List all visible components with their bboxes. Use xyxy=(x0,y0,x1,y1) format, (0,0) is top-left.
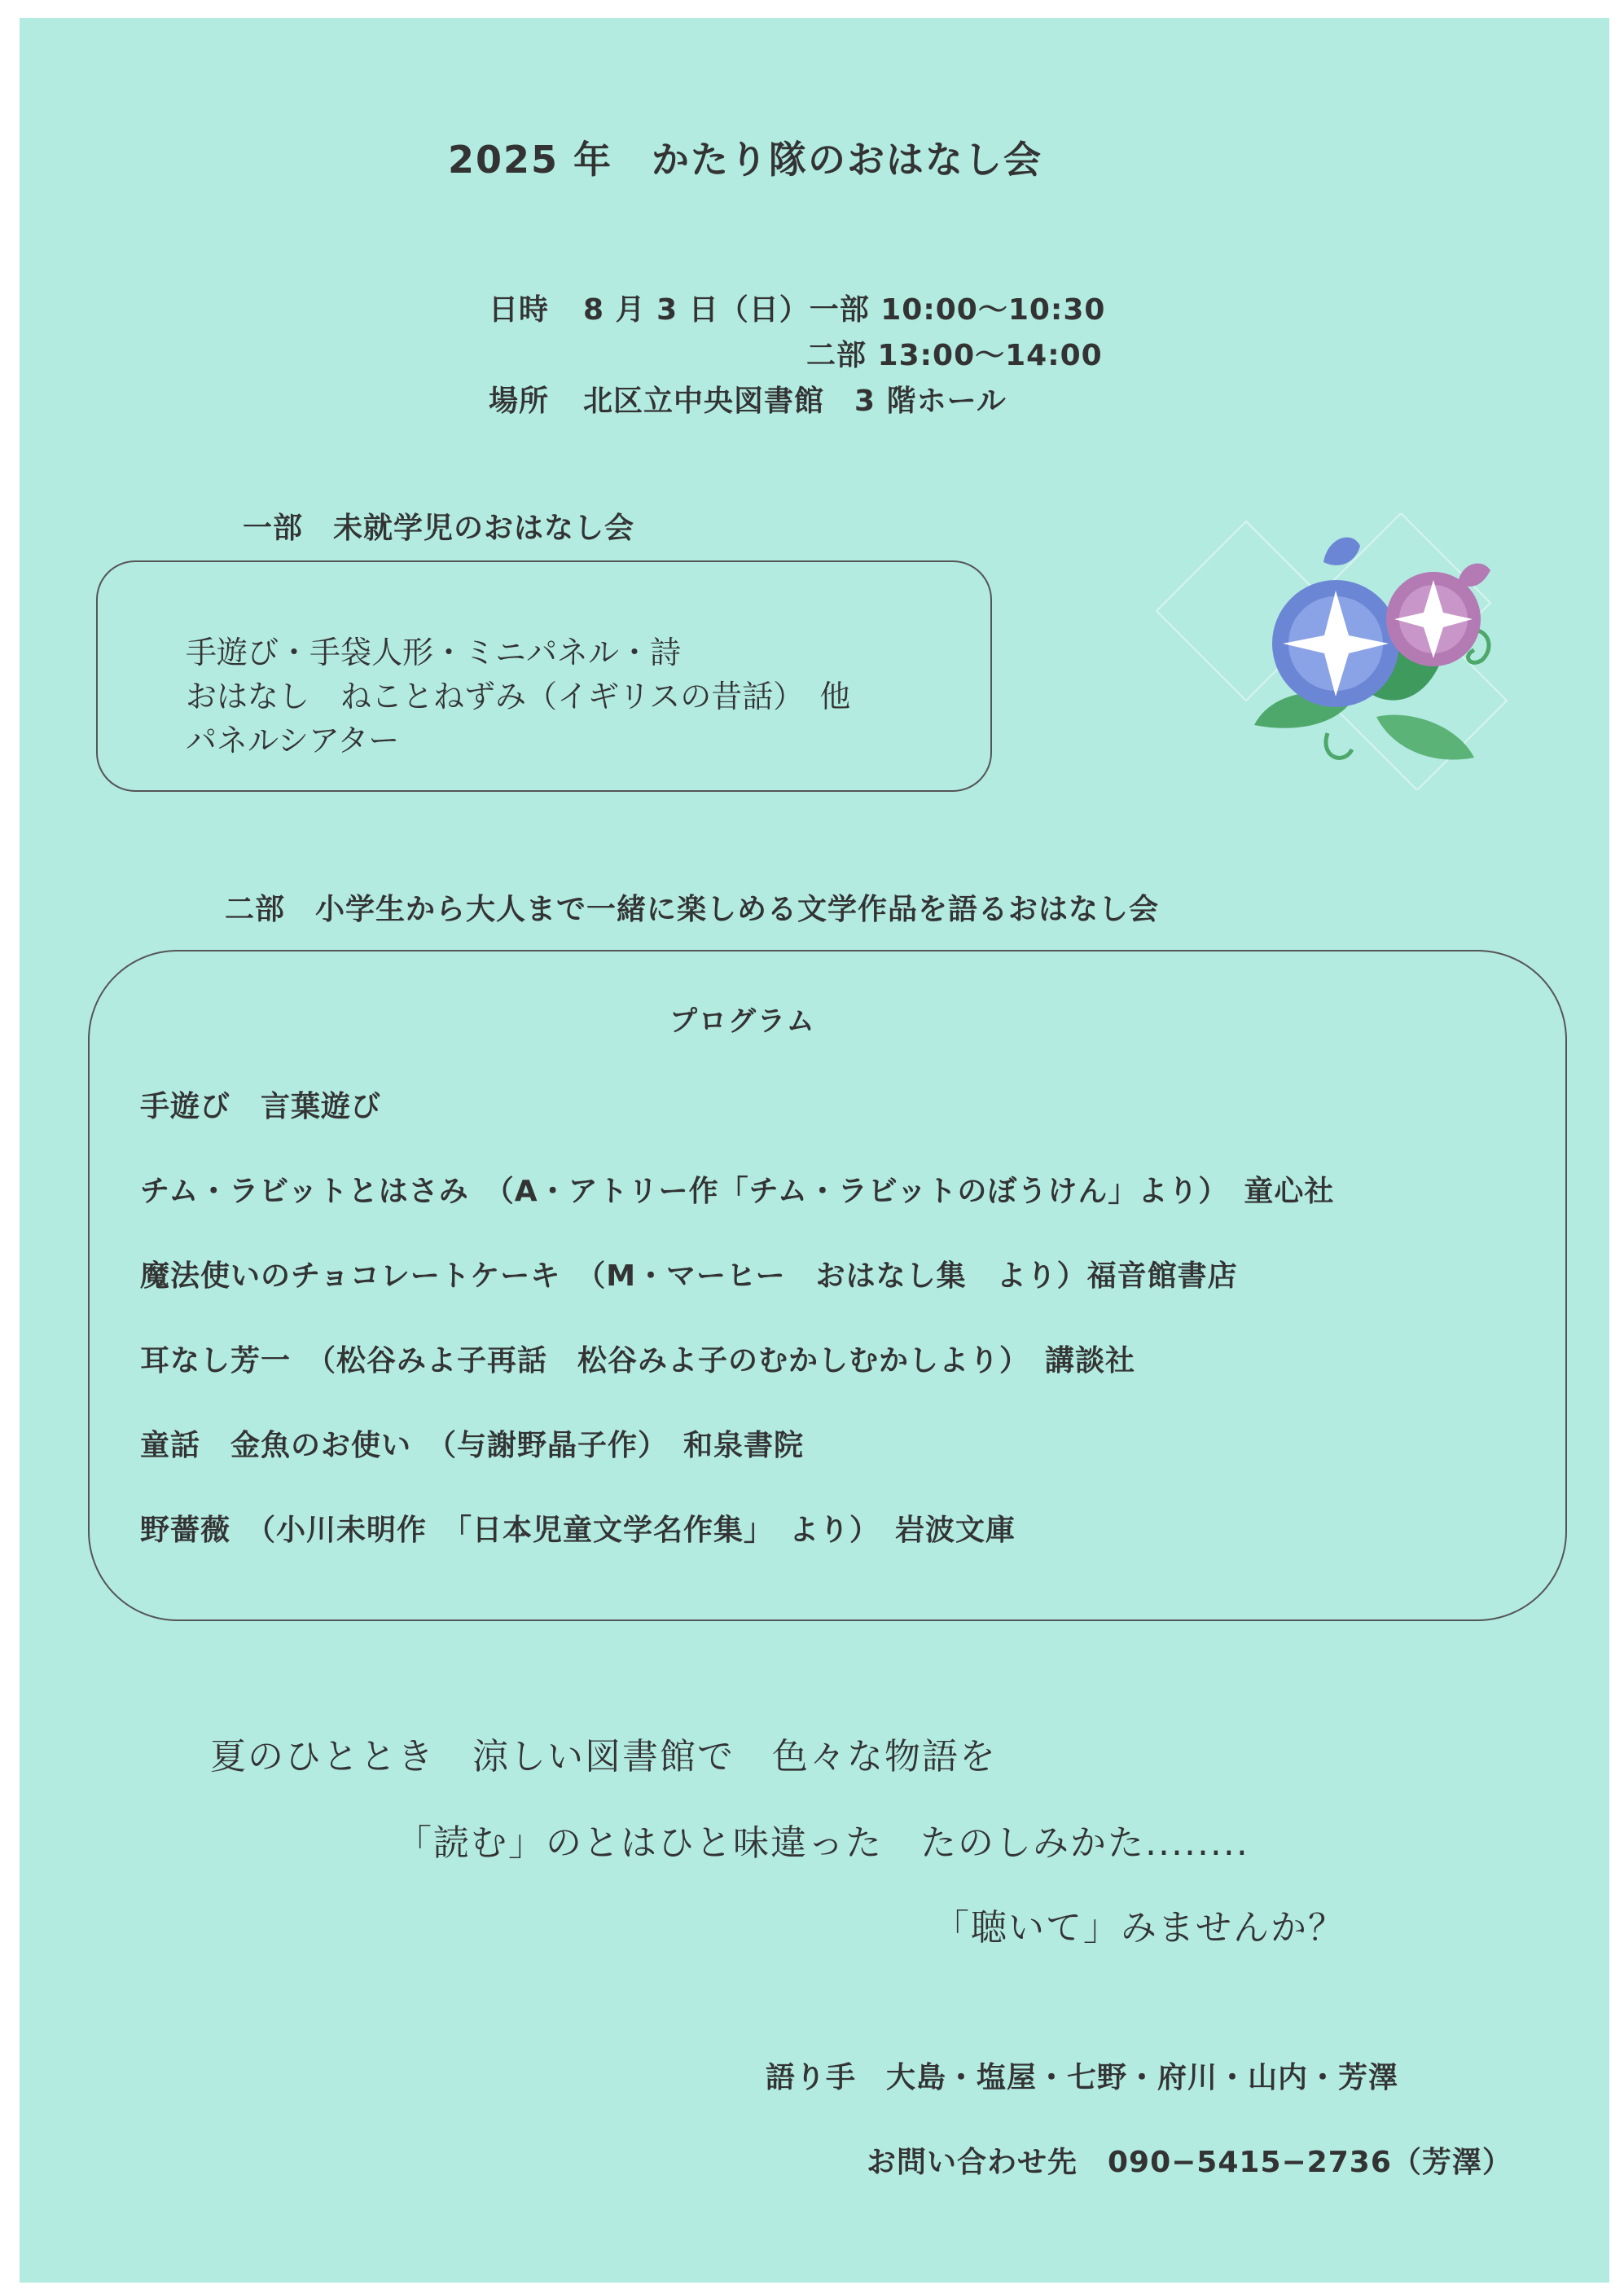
vine-tendril xyxy=(1326,733,1352,758)
place-label: 場所 xyxy=(489,385,550,418)
closing-line: 夏のひととき 涼しい図書館で 色々な物語を xyxy=(210,1736,997,1778)
program-item: 手遊び 言葉遊び xyxy=(140,1090,382,1123)
program-item: チム・ラビットとはさみ （A・アトリー作「チム・ラビットのぼうけん」より） 童心社 xyxy=(140,1175,1335,1208)
part1-line: 手遊び・手袋人形・ミニパネル・詩 xyxy=(186,635,682,670)
closing-line: 「読む」のとはひと味違った たのしみかた........ xyxy=(396,1822,1249,1864)
part1-heading: 一部 未就学児のおはなし会 xyxy=(243,512,635,545)
part1-line: おはなし ねことねずみ（イギリスの昔話） 他 xyxy=(186,679,851,714)
program-item: 童話 金魚のお使い （与謝野晶子作） 和泉書院 xyxy=(140,1429,805,1462)
place-value: 北区立中央図書館 3 階ホール xyxy=(583,385,1007,418)
flower-bud xyxy=(1323,538,1360,565)
page-title: 2025 年 かたり隊のおはなし会 xyxy=(448,138,1043,182)
part2-time: 二部 13:00〜14:00 xyxy=(806,339,1103,372)
program-title: プログラム xyxy=(669,1005,816,1038)
part1-line: パネルシアター xyxy=(186,723,400,758)
closing-line: 「聴いて」みませんか？ xyxy=(933,1907,1345,1949)
contact: お問い合わせ先 090−5415−2736（芳澤） xyxy=(867,2146,1512,2179)
date-value: 8 月 3 日（日）一部 10:00〜10:30 xyxy=(583,293,1106,327)
leaf xyxy=(1376,714,1474,759)
program-item: 耳なし芳一 （松谷みよ子再話 松谷みよ子のむかしむかしより） 講談社 xyxy=(140,1344,1136,1378)
program-item: 野薔薇 （小川未明作 「日本児童文学名作集」 より） 岩波文庫 xyxy=(140,1514,1016,1547)
part2-heading: 二部 小学生から大人まで一緒に楽しめる文学作品を語るおはなし会 xyxy=(225,893,1160,926)
narrators: 語り手 大島・塩屋・七野・府川・山内・芳澤 xyxy=(766,2061,1399,2094)
morning-glory-illustration xyxy=(1132,513,1515,790)
program-item: 魔法使いのチョコレートケーキ （M・マーヒー おはなし集 より）福音館書店 xyxy=(140,1259,1238,1293)
date-label: 日時 xyxy=(489,293,550,327)
